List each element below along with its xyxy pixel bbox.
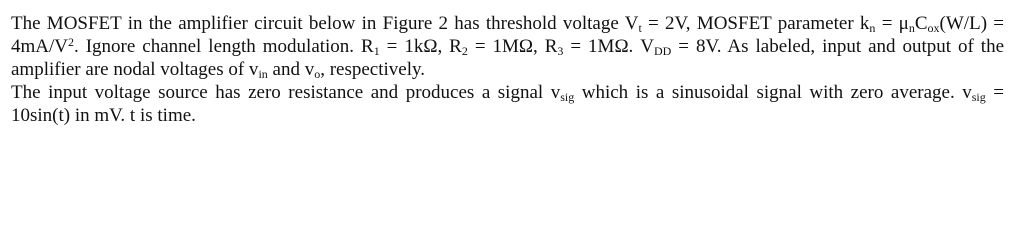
- subscript-sig: sig: [560, 90, 575, 104]
- subscript-n: n: [869, 21, 876, 35]
- subscript-n: n: [908, 21, 915, 35]
- subscript-ox: ox: [927, 21, 940, 35]
- text-segment: which is a sinusoidal signal with zero average. v: [574, 82, 972, 103]
- text-segment: = 1MΩ. V: [563, 36, 654, 57]
- subscript-1: 1: [373, 44, 380, 58]
- subscript-3: 3: [557, 44, 564, 58]
- text-segment: and v: [267, 59, 315, 80]
- text-segment: = 1kΩ, R: [379, 36, 462, 57]
- text-segment: (W/L) = 4mA/V: [11, 13, 1004, 57]
- subscript-o: o: [314, 67, 321, 81]
- subscript-in: in: [258, 67, 268, 81]
- text-segment: = 8V. As labeled, input and output of the amplifier are nodal voltages of v: [11, 36, 1005, 80]
- text-segment: The input voltage source has zero resistance and produces a signal v: [11, 82, 561, 103]
- subscript-dd: DD: [654, 44, 672, 58]
- text-segment: = 2V, MOSFET parameter k: [641, 13, 870, 34]
- problem-paragraph-1: [11, 12, 1004, 81]
- subscript-2: 2: [461, 44, 468, 58]
- problem-paragraph-2: [11, 81, 1004, 127]
- text-segment: = 10sin(t) in mV. t is time.: [11, 82, 1005, 126]
- subscript-sig: sig: [971, 90, 986, 104]
- text-segment: = 1MΩ, R: [467, 36, 558, 57]
- text-segment: C: [914, 13, 928, 34]
- text-segment: . Ignore channel length modulation. R: [74, 36, 374, 57]
- text-segment: , respectively.: [320, 59, 426, 80]
- text-segment: = μ: [875, 13, 909, 34]
- superscript-2: 2: [68, 35, 74, 49]
- text-segment: The MOSFET in the amplifier circuit below in Figure 2 has threshold voltage V: [11, 13, 639, 34]
- subscript-t: t: [638, 21, 642, 35]
